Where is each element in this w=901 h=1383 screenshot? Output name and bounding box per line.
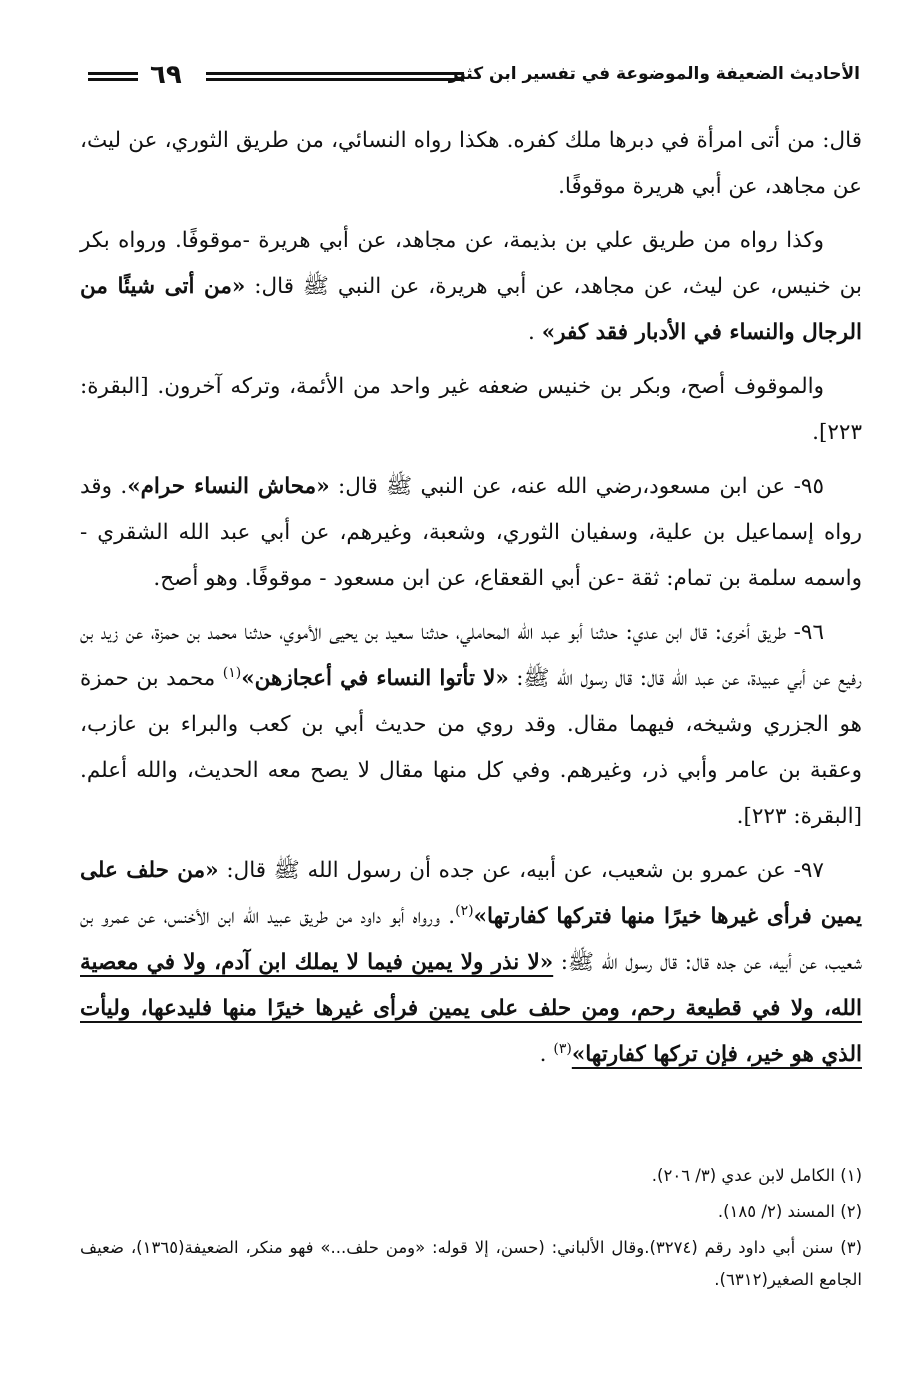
header-rule-middle bbox=[206, 72, 464, 81]
entry-96-end: محمد بن حمزة هو الجزري وشيخه، فيهما مقال. وقد روي من حديث أبي بن كعب والبراء بن عازب، وعقبة بن عامر وأبي ذر، وغيرهم. وفي كل منها مقال لا يصح معه الحديث، والله أعلم. [البقرة: ٢٢٣]. bbox=[80, 666, 862, 829]
paragraph-2-end: . bbox=[528, 320, 542, 345]
main-text bbox=[80, 118, 862, 1086]
entry-97-end: . bbox=[539, 1042, 554, 1067]
paragraph-2 bbox=[80, 218, 862, 356]
footnote-1: (١) الكامل لابن عدي (٣/ ٢٠٦). bbox=[651, 1166, 862, 1185]
running-header bbox=[88, 60, 860, 100]
entry-96 bbox=[80, 610, 862, 840]
entry-95-text: ٩٥- عن ابن مسعود،رضي الله عنه، عن النبي ﷺ قال: bbox=[329, 474, 825, 499]
footnotes bbox=[80, 1160, 862, 1300]
entry-95 bbox=[80, 464, 862, 602]
hadith-text: «لا نذر ولا يمين فيما لا يملك ابن آدم، ولا في معصية الله، ولا في قطيعة رحم، ومن حلف على يمين فرأى غيرها خيرًا منها فليدعها، وليأت الذي هو خير، فإن تركها كفارتها» bbox=[80, 950, 862, 1067]
hadith-text: «لا تأتوا النساء في أعجازهن» bbox=[241, 666, 509, 691]
entry-96-text: ٩٦- طريق أخرى: قال ابن عدي: حدثنا أبو عبد الله المحاملي، حدثنا سعيد بن يحيى الأموي، حدثنا محمد بن حمزة، عن زيد بن رفيع عن أبي عبيدة، عن عبد الله قال: قال رسول الله ﷺ: bbox=[80, 620, 863, 691]
footnote-ref-1[interactable]: (١) bbox=[222, 664, 242, 681]
paragraph-1: قال: من أتى امرأة في دبرها ملك كفره. هكذا رواه النسائي، من طريق الثوري، عن ليث، عن مجاهد، عن أبي هريرة موقوفًا. bbox=[80, 128, 862, 199]
footnote-2: (٢) المسند (٢/ ١٨٥). bbox=[717, 1202, 862, 1221]
entry-95-end: . وقد رواه إسماعيل بن علية، وسفيان الثوري، وشعبة، وغيرهم، عن أبي عبد الله الشقري - واسمه سلمة بن تمام: ثقة -عن أبي القعقاع، عن ابن مسعود - موقوفًا. وهو أصح. bbox=[80, 474, 862, 591]
paragraph-3: والموقوف أصح، وبكر بن خنيس ضعفه غير واحد من الأئمة، وتركه آخرون. [البقرة: ٢٢٣]. bbox=[80, 374, 862, 445]
footnote-3: (٣) سنن أبي داود رقم (٣٢٧٤).وقال الألباني: (حسن، إلا قوله: «ومن حلف...» فهو منكر، الضعيفة(١٣٦٥)، ضعيف الجامع الصغير(٦٣١٢). bbox=[80, 1238, 862, 1289]
hadith-text: «من حلف على يمين فرأى غيرها خيرًا منها فتركها كفارتها» bbox=[80, 858, 862, 929]
page-number: ٦٩ bbox=[150, 60, 182, 90]
footnote-ref-3[interactable]: (٣) bbox=[553, 1040, 572, 1057]
hadith-text: «من أتى شيئًا من الرجال والنساء في الأدبار فقد كفر» bbox=[80, 274, 862, 345]
entry-97-text: ٩٧- عن عمرو بن شعيب، عن أبيه، عن جده أن رسول الله ﷺ قال: bbox=[218, 858, 824, 883]
header-rule-left bbox=[88, 72, 138, 81]
hadith-text: «محاش النساء حرام» bbox=[127, 474, 330, 499]
entry-97 bbox=[80, 848, 862, 1078]
paragraph-2-text: وكذا رواه من طريق علي بن بذيمة، عن مجاهد، عن أبي هريرة -موقوفًا. ورواه بكر بن خنيس، عن ليث، عن مجاهد، عن أبي هريرة، عن النبي ﷺ قال: bbox=[80, 228, 863, 299]
entry-97-mid: . ورواه أبو داود من طريق عبيد الله ابن الأخنس، عن عمرو بن شعيب، عن أبيه، عن جده قال: قال رسول الله ﷺ: bbox=[80, 904, 862, 975]
footnote-ref-2[interactable]: (٢) bbox=[455, 902, 474, 919]
running-title: الأحاديث الضعيفة والموضوعة في تفسير ابن كثير bbox=[448, 64, 860, 84]
